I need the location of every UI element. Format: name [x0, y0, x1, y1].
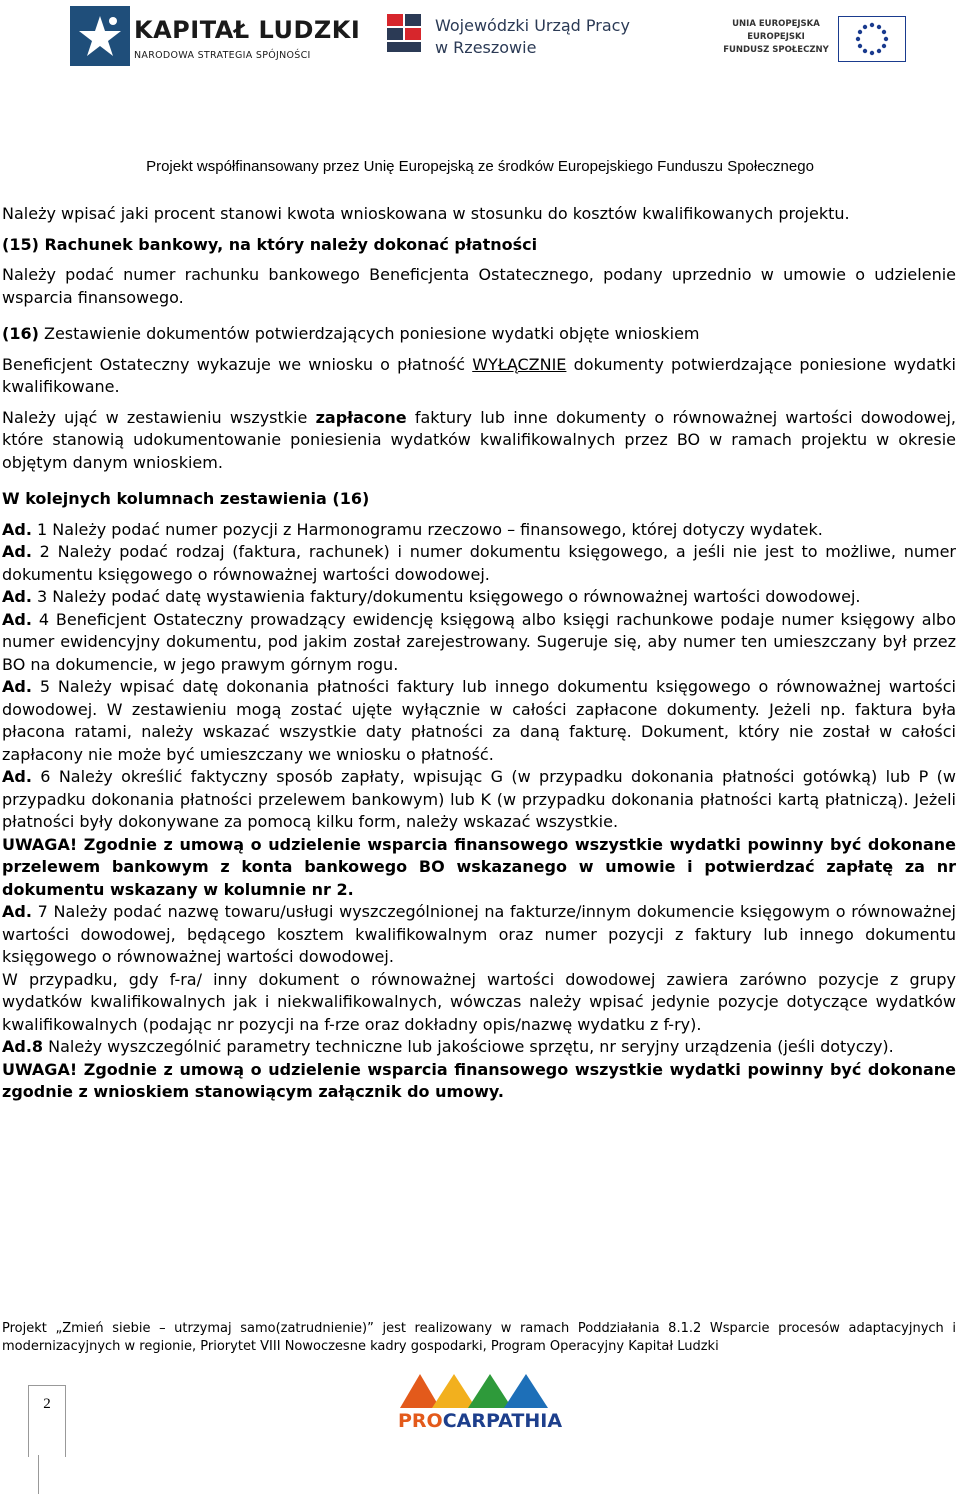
ad5 [2, 676, 956, 766]
ad3 [2, 586, 956, 609]
paragraph-15: Należy podać numer rachunku bankowego Beneficjenta Ostatecznego, podany uprzednio w umowie o udzielenie wsparcia finansowego. [2, 265, 956, 307]
warning-1: UWAGA! Zgodnie z umową o udzielenie wsparcia finansowego wszystkie wydatki powinny być dokonane przelewem bankowym z konta bankowego BO wskazanego w umowie i potwierdzać zapłatę za nr dokumentu wskazany w kolumnie nr 2. [2, 834, 956, 899]
eu-line1: UNIA EUROPEJSKA [732, 19, 820, 29]
pc-pro: PRO [398, 1410, 443, 1432]
ad1 [2, 519, 956, 542]
ad7-label: Ad. [2, 902, 32, 921]
star-logo-icon [70, 6, 130, 66]
page-number: 2 [28, 1385, 66, 1457]
ad3-num: 3 [37, 587, 48, 606]
ad7 [2, 901, 956, 969]
document-body [2, 203, 956, 1104]
paragraph-16b [2, 407, 956, 475]
heading-16-text: Zestawienie dokumentów potwierdzających poniesione wydatki objęte wnioskiem [38, 324, 700, 343]
ad8-text: Należy wyszczególnić parametry techniczne lub jakościowe sprzętu, nr seryjny urządzenia (jeśli dotyczy). [43, 1037, 894, 1056]
page-header [0, 0, 960, 150]
p16b-pre: Należy ująć w zestawieniu wszystkie [2, 407, 316, 427]
pc-carpathia: CARPATHIA [442, 1410, 563, 1432]
ad4-num: 4 [38, 609, 50, 629]
heading-columns: W kolejnych kolumnach zestawienia (16) [2, 489, 370, 508]
ad8 [2, 1036, 956, 1059]
ad2-num: 2 [39, 542, 50, 561]
ad5-label: Ad. [2, 677, 32, 696]
heading-16 [2, 323, 956, 346]
ad7-text: Należy podać nazwę towaru/usługi wyszczególnionej na fakturze/innym dokumencie księgowym o równoważnej wartości dowodowej, będącego kosztem kwalifikowalnym oraz numer pozycji z faktury lub innego dokumentu księgowego o równoważnej wartości dowodowej. [2, 902, 956, 966]
p16a-post: dokumenty potwierdzające poniesione wydatki kwalifikowane. [2, 354, 957, 396]
ad5-num: 5 [39, 677, 51, 696]
ad4-label: Ad. [2, 609, 32, 629]
kl-subtitle: NARODOWA STRATEGIA SPÓJNOŚCI [134, 50, 311, 61]
ad1-label: Ad. [2, 519, 32, 539]
ad5-text: Należy wpisać datę dokonania płatności faktury lub innego dokumentu księgowego o równoważnej wartości dowodowej. W zestawieniu mogą zostać ujęte wyłącznie w całości zapłacone dokumenty. Jeżeli np. faktura była płacona ratami, należy wskazać wszystkie daty płatności za daną fakturę. Dokument, który nie został w całości zapłacony nie może być umieszczany we wniosku o płatność. [2, 677, 956, 764]
ad8-label: Ad.8 [2, 1037, 44, 1056]
ad7-extra: W przypadku, gdy f-ra/ inny dokument o równoważnej wartości dowodowej zawiera zarówno pozycje z grupy wydatków kwalifikowalnych jak i niekwalifikowalnych, wówczas należy wpisać jedynie pozycje dotyczące wydatków kwalifikowalnych (podając nr pozycji na f-rze oraz dokładny opis/nazwę wydatku z f-ry). [2, 969, 956, 1034]
ad6-text: Należy określić faktyczny sposób zapłaty, wpisując G (w przypadku dokonania płatności gotówką) lub P (w przypadku dokonania płatności przelewem bankowym) lub K (w przypadku dokonania płatności kartą płatniczą). Jeżeli płatności były dokonywane za pomocą kilku form, należy wskazać wszystkie. [2, 767, 956, 831]
ad6-num: 6 [40, 767, 51, 786]
ad7-num: 7 [37, 902, 48, 921]
ad2 [2, 541, 956, 586]
ad1-text: Należy podać numer pozycji z Harmonogramu rzeczowo – finansowego, której dotyczy wydatek. [47, 519, 823, 539]
wup-name-line1: Wojewódzki Urząd Pracy [435, 16, 630, 35]
ad1-num: 1 [37, 519, 48, 539]
paragraph-percent: Należy wpisać jaki procent stanowi kwota wnioskowana w stosunku do kosztów kwalifikowanych projektu. [2, 204, 850, 223]
paragraph-16a [2, 354, 956, 399]
kapital-ludzki-logo [70, 6, 361, 70]
ad4-text: Beneficjent Ostateczny prowadzący ewidencję księgową albo księgi rachunkowe podaje numer księgowy albo numer ewidencyjny dokumentu, pod jakim został zarejestrowany. Sugeruje się, aby numer ten umieszczany był przez BO na dokumencie, w jego prawym górnym rogu. [2, 609, 956, 674]
cofinance-notice: Projekt współfinansowany przez Unię Europejską ze środków Europejskiego Funduszu Społecznego [146, 158, 814, 175]
warning-2: UWAGA! Zgodnie z umową o udzielenie wsparcia finansowego wszystkie wydatki powinny być dokonane zgodnie z wnioskiem stanowiącym załącznik do umowy. [2, 1059, 956, 1101]
ad6 [2, 766, 956, 834]
eu-logo [720, 12, 920, 68]
wup-emblem-icon [385, 12, 425, 56]
p16b-post: faktury lub inne dokumenty o równoważnej wartości dowodowej, które stanowią udokumentowanie poniesienia wydatków kwalifikowalnych przez BO w ramach projektu w okresie objętym danym wnioskiem. [2, 407, 957, 472]
ad2-text: Należy podać rodzaj (faktura, rachunek) i numer dokumentu księgowego, a jeśli nie jest to możliwe, numer dokumentu księgowego o równoważnej wartości dowodowej. [2, 542, 956, 584]
heading-16-number: (16) [2, 324, 39, 343]
p16a-underline: WYŁĄCZNIE [472, 354, 567, 374]
ad3-text: Należy podać datę wystawienia faktury/dokumentu księgowego o równoważnej wartości dowodowej. [47, 587, 861, 606]
eu-line3: FUNDUSZ SPOŁECZNY [723, 45, 829, 55]
wup-name-line2: w Rzeszowie [435, 38, 537, 57]
wup-logo [385, 12, 645, 62]
ad6-label: Ad. [2, 767, 32, 786]
eu-flag-icon [838, 16, 906, 62]
mountains-icon [398, 1370, 558, 1410]
page-divider [38, 1455, 39, 1494]
p16a-pre: Beneficjent Ostateczny wykazuje we wniosku o płatność [2, 354, 473, 374]
footer-project-note: Projekt „Zmień siebie – utrzymaj samo(zatrudnienie)” jest realizowany w ramach Poddziałania 8.1.2 Wsparcie procesów adaptacyjnych i modernizacyjnych w regionie, Priorytet VIII Nowoczesne kadry gospodarki, Program Operacyjny Kapitał Ludzki [2, 1321, 956, 1354]
ad4 [2, 609, 956, 677]
p16b-bold: zapłacone [315, 407, 407, 427]
ad2-label: Ad. [2, 542, 32, 561]
ad3-label: Ad. [2, 587, 32, 606]
kl-title: KAPITAŁ LUDZKI [134, 16, 361, 44]
eu-text [720, 18, 832, 57]
eu-line2: EUROPEJSKI [747, 32, 805, 42]
procarpathia-logo [398, 1370, 563, 1432]
procarpathia-text [398, 1410, 562, 1432]
heading-15: (15) Rachunek bankowy, na który należy dokonać płatności [2, 234, 538, 254]
